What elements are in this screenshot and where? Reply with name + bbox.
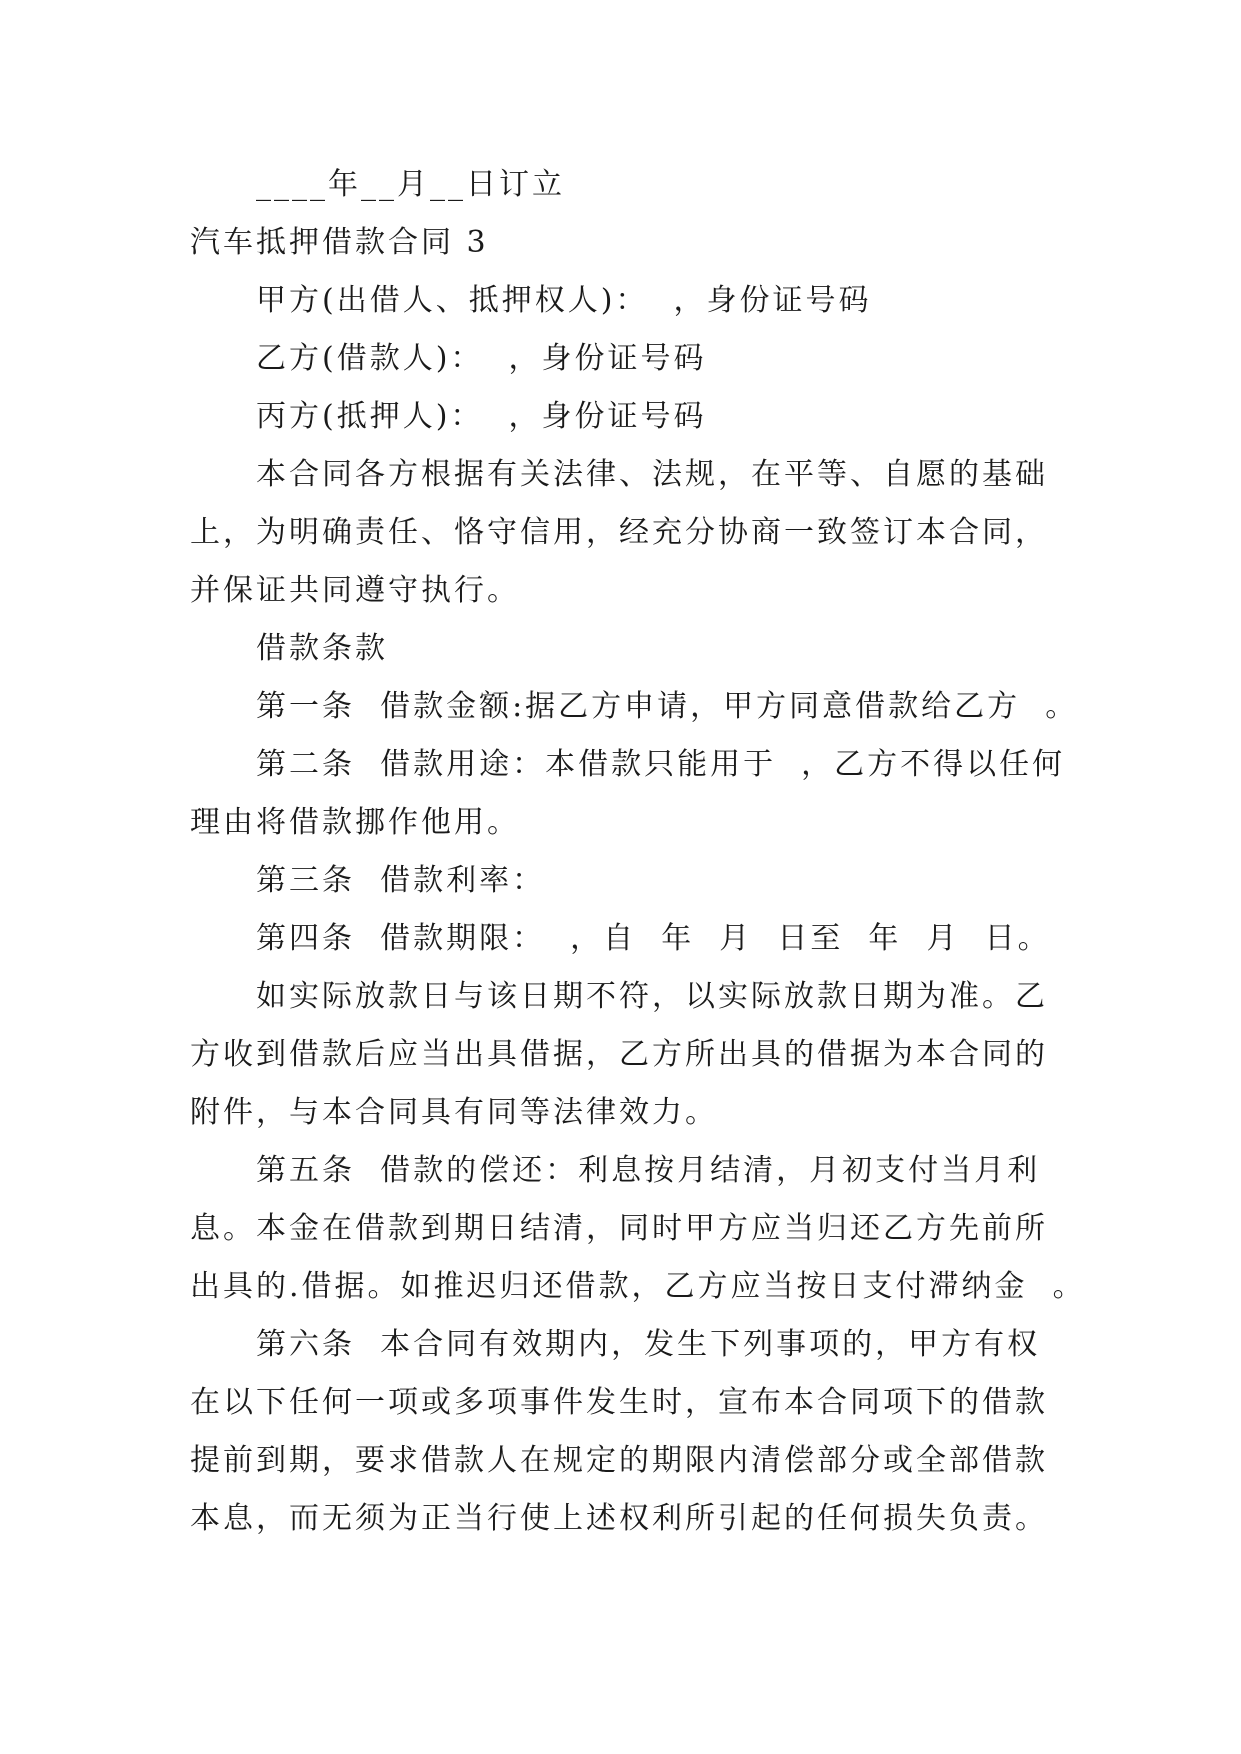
- article-4-note-line-3: 附件，与本合同具有同等法律效力。: [190, 1095, 718, 1130]
- contract-title: 汽车抵押借款合同 3: [190, 225, 489, 260]
- article-4-note-line-1: 如实际放款日与该日期不符，以实际放款日期为准。乙: [256, 979, 1048, 1014]
- article-4-note-line-2: 方收到借款后应当出具借据，乙方所出具的借据为本合同的: [190, 1037, 1048, 1072]
- preamble-line-1: 本合同各方根据有关法律、法规，在平等、自愿的基础: [256, 457, 1048, 492]
- article-5-line-2: 息。本金在借款到期日结清，同时甲方应当归还乙方先前所: [190, 1211, 1048, 1246]
- article-6-line-4: 本息，而无须为正当行使上述权利所引起的任何损失负责。: [190, 1501, 1048, 1536]
- article-5-line-1: 第五条 借款的偿还：利息按月结清，月初支付当月利: [256, 1153, 1041, 1188]
- article-6-line-3: 提前到期，要求借款人在规定的期限内清偿部分或全部借款: [190, 1443, 1048, 1478]
- article-5-line-3: 出具的.借据。如推迟归还借款，乙方应当按日支付滞纳金 。: [190, 1269, 1086, 1304]
- article-6-line-1: 第六条 本合同有效期内，发生下列事项的，甲方有权: [256, 1327, 1041, 1362]
- party-b-line: 乙方(借款人)： ，身份证号码: [256, 341, 707, 376]
- article-4: 第四条 借款期限： ，自 年 月 日至 年 月 日。: [256, 921, 1051, 956]
- article-3: 第三条 借款利率：: [256, 863, 546, 898]
- party-a-line: 甲方(出借人、抵押权人)： ，身份证号码: [256, 283, 872, 318]
- preamble-line-3: 并保证共同遵守执行。: [190, 573, 520, 608]
- section-heading: 借款条款: [256, 631, 388, 666]
- article-6-line-2: 在以下任何一项或多项事件发生时，宣布本合同项下的借款: [190, 1385, 1048, 1420]
- party-c-line: 丙方(抵押人)： ，身份证号码: [256, 399, 707, 434]
- signing-date-line: ____年__月__日订立: [256, 167, 565, 202]
- article-1: 第一条 借款金额:据乙方申请，甲方同意借款给乙方 。: [256, 689, 1079, 724]
- article-2-line-2: 理由将借款挪作他用。: [190, 805, 520, 840]
- preamble-line-2: 上，为明确责任、恪守信用，经充分协商一致签订本合同，: [190, 515, 1048, 550]
- article-2-line-1: 第二条 借款用途：本借款只能用于 ，乙方不得以任何: [256, 747, 1066, 782]
